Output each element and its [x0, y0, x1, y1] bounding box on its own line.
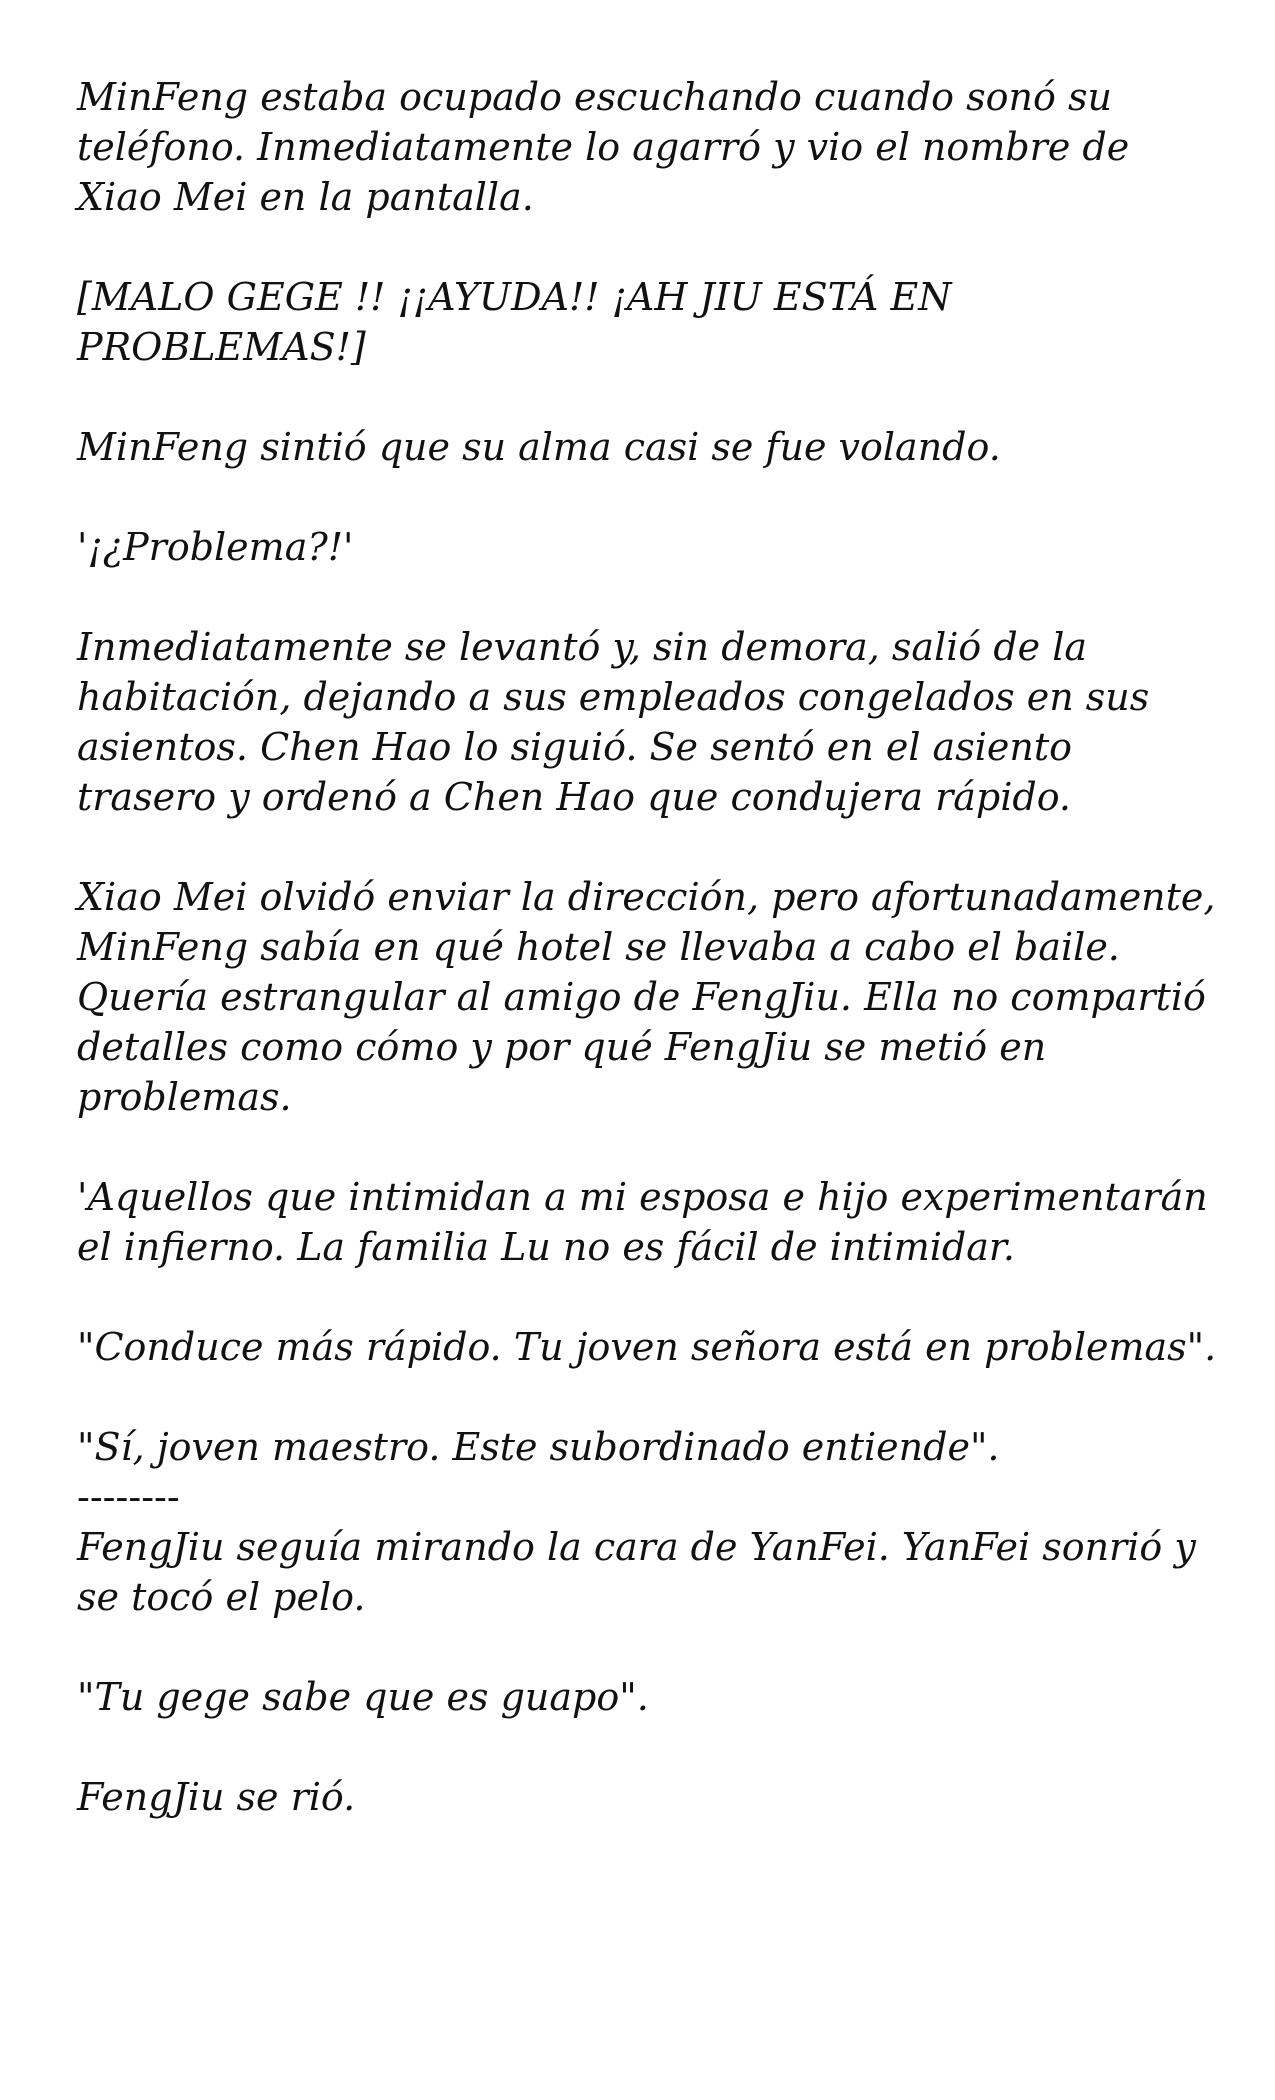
paragraph-11: "Tu gege sabe que es guapo". [77, 1675, 649, 1719]
paragraph-9: "Sí, joven maestro. Este subordinado entiende". [77, 1425, 1000, 1469]
paragraph-6: Xiao Mei olvidó enviar la dirección, pero afortunadamente, MinFeng sabía en qué hotel se llevaba a cabo el baile. Quería estrangular al amigo de FengJiu. Ella no compartió detalles como cómo y por qué FengJiu se metió en problemas. [77, 875, 1216, 1119]
paragraph-1: MinFeng estaba ocupado escuchando cuando sonó su teléfono. Inmediatamente lo agarró y vio el nombre de Xiao Mei en la pantalla. [77, 75, 1130, 219]
paragraph-7: 'Aquellos que intimidan a mi esposa e hijo experimentarán el infierno. La familia Lu no es fácil de intimidar. [77, 1175, 1208, 1269]
document-page [77, 72, 1217, 1872]
paragraph-8: "Conduce más rápido. Tu joven señora está en problemas". [77, 1325, 1217, 1369]
paragraph-12: FengJiu se rió. [77, 1775, 356, 1819]
section-divider: -------- [77, 1475, 180, 1519]
paragraph-4: '¡¿Problema?!' [77, 525, 354, 569]
paragraph-5: Inmediatamente se levantó y, sin demora, salió de la habitación, dejando a sus empleados congelados en sus asientos. Chen Hao lo siguió. Se sentó en el asiento trasero y ordenó a Chen Hao que condujera rápido. [77, 625, 1150, 819]
paragraph-10: FengJiu seguía mirando la cara de YanFei. YanFei sonrió y se tocó el pelo. [77, 1525, 1196, 1619]
paragraph-3: MinFeng sintió que su alma casi se fue volando. [77, 425, 1001, 469]
paragraph-2: [MALO GEGE !! ¡¡AYUDA!! ¡AH JIU ESTÁ EN PROBLEMAS!] [77, 275, 952, 369]
